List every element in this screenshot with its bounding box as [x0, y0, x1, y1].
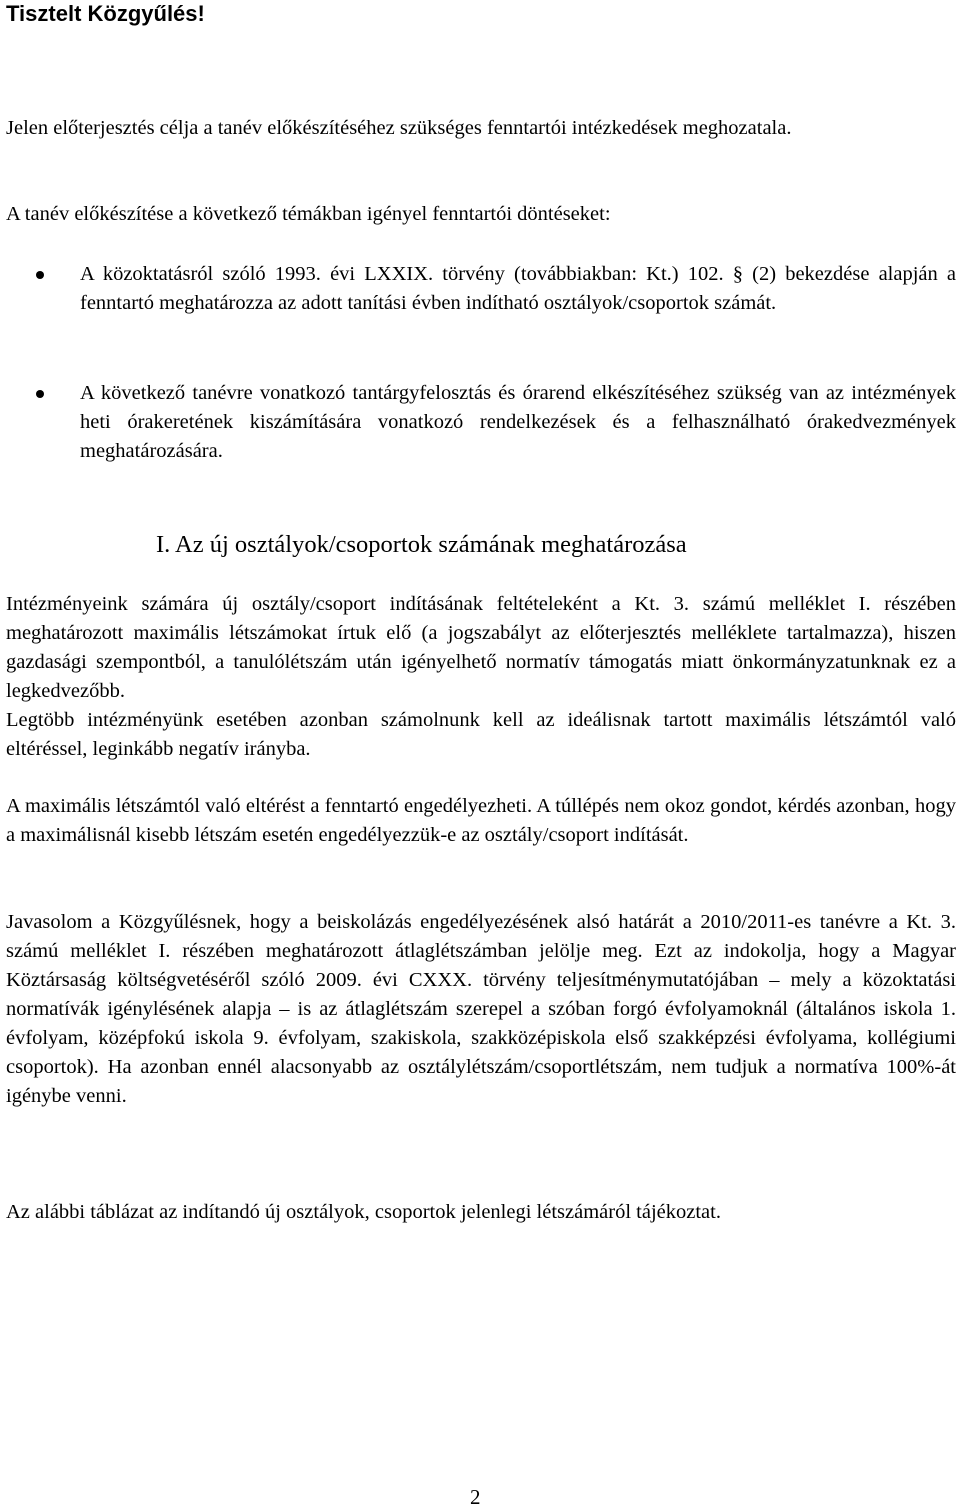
bullet-text: A következő tanévre vonatkozó tantárgyfelosztás és órarend elkészítéséhez szükség van az intézmények heti órakeretének kiszámítására vonatkozó rendelkezések és a felhasználható órakedvezmények meghatározására.	[80, 382, 956, 462]
paragraph-proposal: Javasolom a Közgyűlésnek, hogy a beiskolázás engedélyezésének alsó határát a 2010/2011-es tanévre a Kt. 3. számú melléklet I. részében meghatározott átlaglétszámban jelölje meg. Ezt az indokolja, hogy a Magyar Köztársaság költségvetéséről szóló 2009. évi CXXX. törvény teljesítménymutatójában – mely a közoktatási normatívák igénylésének alapja – is az átlaglétszám szerepel a szóban forgó évfolyamoknál (általános iskola 1. évfolyam, középfokú iskola 9. évfolyam, szakiskola, szakközépiskola első szakképzési évfolyama, kollégiumi csoportok). Ha azonban ennél alacsonyabb az osztálylétszám/csoportlétszám, nem tudjuk a normatíva 100%-át igénybe venni.	[6, 911, 956, 1107]
bullet-text: A közoktatásról szóló 1993. évi LXXIX. törvény (továbbiakban: Kt.) 102. § (2) bekezdése alapján a fenntartó meghatározza az adott tanítási évben indítható osztályok/csoportok számát.	[80, 263, 956, 314]
intro-purpose-paragraph: Jelen előterjesztés célja a tanév előkészítéséhez szükséges fenntartói intézkedések meghozatala.	[6, 117, 792, 139]
section-title: I. Az új osztályok/csoportok számának meghatározása	[156, 531, 687, 558]
intro-topics-paragraph: A tanév előkészítése a következő témákban igényel fenntartói döntéseket:	[6, 203, 611, 225]
page-heading: Tisztelt Közgyűlés!	[6, 1, 205, 26]
paragraph-permission: A maximális létszámtól való eltérést a fenntartó engedélyezheti. A túllépés nem okoz gondot, kérdés azonban, hogy a maximálisnál kisebb létszám esetén engedélyezzük-e az osztály/csoport indítását.	[6, 795, 956, 846]
bullet-dot-icon	[36, 390, 44, 398]
paragraph-deviation: Legtöbb intézményünk esetében azonban számolnunk kell az ideálisnak tartott maximális létszámtól való eltéréssel, leginkább negatív irányba.	[6, 709, 956, 760]
paragraph-table-intro: Az alábbi táblázat az indítandó új osztályok, csoportok jelenlegi létszámáról tájékoztat.	[6, 1201, 721, 1223]
paragraph-max-class-size: Intézményeink számára új osztály/csoport indításának feltételeként a Kt. 3. számú melléklet I. részében meghatározott maximális létszámokat írtuk elő (a jogszabályt az előterjesztés melléklete tartalmazza), hiszen gazdasági szempontból, a tanulólétszám után igényelhető normatív támogatás miatt önkormányzatunknak ez a legkedvezőbb.	[6, 593, 956, 702]
bullet-dot-icon	[36, 271, 44, 279]
page-number: 2	[470, 1485, 481, 1509]
